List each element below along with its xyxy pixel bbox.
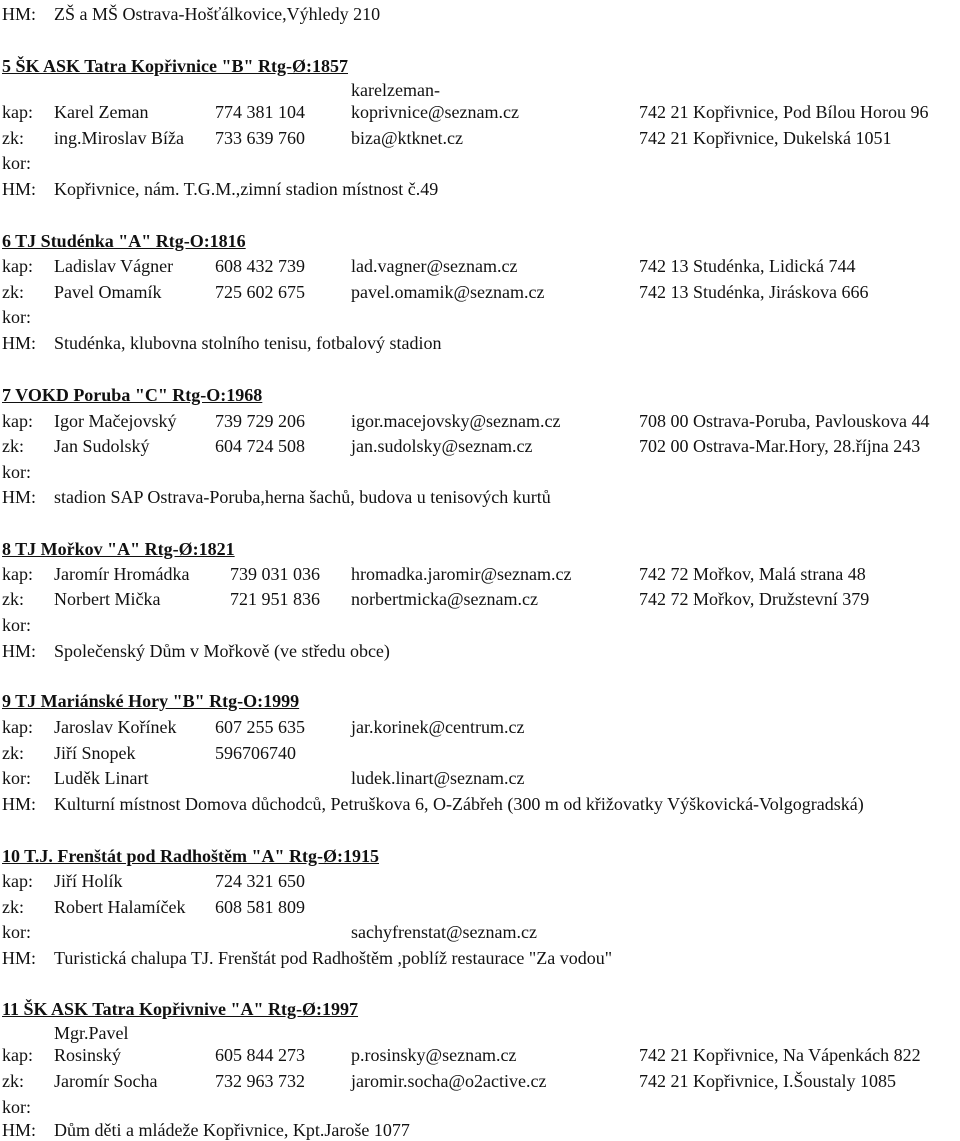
- row-label: kap:: [2, 411, 33, 431]
- contact-address: 742 72 Mořkov, Družstevní 379: [639, 589, 870, 609]
- contact-phone: 608 581 809: [215, 897, 305, 917]
- team-title: 5 ŠK ASK Tatra Kopřivnice "B" Rtg-Ø:1857: [2, 56, 349, 76]
- row-label: zk:: [2, 1071, 24, 1091]
- contact-phone: 733 639 760: [215, 128, 305, 148]
- row-label: zk:: [2, 897, 24, 917]
- row-label: kor:: [2, 1097, 31, 1117]
- row-label: zk:: [2, 436, 24, 456]
- row-label: HM:: [2, 794, 37, 814]
- contact-address: 742 13 Studénka, Jiráskova 666: [639, 282, 869, 302]
- row-label: zk:: [2, 743, 24, 763]
- row-label: kap:: [2, 102, 33, 122]
- row-label: kap:: [2, 1045, 33, 1065]
- contact-name: Ladislav Vágner: [54, 256, 174, 276]
- contact-address: 742 21 Kopřivnice, Pod Bílou Horou 96: [639, 102, 929, 122]
- venue-text: stadion SAP Ostrava-Poruba,herna šachů, budova u tenisových kurtů: [54, 487, 551, 507]
- contact-email: lad.vagner@seznam.cz: [351, 256, 518, 276]
- team-title: 8 TJ Mořkov "A" Rtg-Ø:1821: [2, 539, 235, 559]
- contact-address: 742 21 Kopřivnice, Na Vápenkách 822: [639, 1045, 921, 1065]
- contact-address: 742 21 Kopřivnice, Dukelská 1051: [639, 128, 892, 148]
- row-label: HM:: [2, 641, 37, 661]
- row-label: kor:: [2, 922, 31, 942]
- row-label: kap:: [2, 717, 33, 737]
- row-label: HM:: [2, 948, 37, 968]
- contact-phone: 608 432 739: [215, 256, 305, 276]
- contact-email: jar.korinek@centrum.cz: [351, 717, 525, 737]
- contact-email: pavel.omamik@seznam.cz: [351, 282, 545, 302]
- contact-address: 742 13 Studénka, Lidická 744: [639, 256, 856, 276]
- contact-name: Jaromír Socha: [54, 1071, 158, 1091]
- row-label: kap:: [2, 871, 33, 891]
- contact-phone: 739 729 206: [215, 411, 305, 431]
- contact-phone: 607 255 635: [215, 717, 305, 737]
- row-label: kor:: [2, 462, 31, 482]
- contact-email: hromadka.jaromir@seznam.cz: [351, 564, 572, 584]
- team-title: 6 TJ Studénka "A" Rtg-O:1816: [2, 231, 246, 251]
- contact-email: koprivnice@seznam.cz: [351, 102, 520, 122]
- venue-text: Turistická chalupa TJ. Frenštát pod Radhoštěm ,poblíž restaurace "Za vodou": [54, 948, 613, 968]
- contact-name: Rosinský: [54, 1045, 122, 1065]
- row-label: zk:: [2, 128, 24, 148]
- row-label: HM:: [2, 1120, 37, 1140]
- team-title: 11 ŠK ASK Tatra Kopřivnive "A" Rtg-Ø:1997: [2, 999, 359, 1019]
- venue-text: Společenský Dům v Mořkově (ve středu obce): [54, 641, 390, 661]
- contact-name: Jan Sudolský: [54, 436, 150, 456]
- team-title: 7 VOKD Poruba "C" Rtg-O:1968: [2, 385, 263, 405]
- contact-phone: 774 381 104: [215, 102, 305, 122]
- contact-phone: 725 602 675: [215, 282, 305, 302]
- contact-email: norbertmicka@seznam.cz: [351, 589, 538, 609]
- contact-name: Jiří Holík: [54, 871, 123, 891]
- contact-email: ludek.linart@seznam.cz: [351, 768, 525, 788]
- contact-name: Igor Mačejovský: [54, 411, 177, 431]
- row-label: HM:: [2, 333, 37, 353]
- email-prefix: karelzeman-: [351, 80, 440, 100]
- contact-email: jan.sudolsky@seznam.cz: [351, 436, 533, 456]
- venue-text: Kulturní místnost Domova důchodců, Petruškova 6, O-Zábřeh (300 m od křižovatky Výškovická-Volgogradská): [54, 794, 864, 814]
- contact-name: Jiří Snopek: [54, 743, 136, 763]
- contact-name: Pavel Omamík: [54, 282, 162, 302]
- contact-email: igor.macejovsky@seznam.cz: [351, 411, 561, 431]
- contact-address: 742 72 Mořkov, Malá strana 48: [639, 564, 866, 584]
- row-label: kor:: [2, 615, 31, 635]
- contact-name: ing.Miroslav Bíža: [54, 128, 184, 148]
- contact-name: Karel Zeman: [54, 102, 149, 122]
- row-label: kor:: [2, 153, 31, 173]
- name-prefix: Mgr.Pavel: [54, 1023, 129, 1043]
- contact-email: biza@ktknet.cz: [351, 128, 464, 148]
- contact-phone: 724 321 650: [215, 871, 305, 891]
- contact-phone: 739 031 036: [230, 564, 320, 584]
- row-label: HM:: [2, 487, 37, 507]
- team-title: 9 TJ Mariánské Hory "B" Rtg-O:1999: [2, 691, 300, 711]
- row-label: HM:: [2, 179, 37, 199]
- contact-phone: 596706740: [215, 743, 296, 763]
- row-label: kap:: [2, 564, 33, 584]
- row-label: zk:: [2, 282, 24, 302]
- contact-address: 708 00 Ostrava-Poruba, Pavlouskova 44: [639, 411, 930, 431]
- team-title: 10 T.J. Frenštát pod Radhoštěm "A" Rtg-Ø:1915: [2, 846, 379, 866]
- contact-name: Robert Halamíček: [54, 897, 186, 917]
- row-label: kap:: [2, 256, 33, 276]
- contact-name: Jaromír Hromádka: [54, 564, 190, 584]
- venue-text: Dům děti a mládeže Kopřivnice, Kpt.Jaroše 1077: [54, 1120, 410, 1140]
- contact-email: p.rosinsky@seznam.cz: [351, 1045, 517, 1065]
- contact-phone: 721 951 836: [230, 589, 320, 609]
- contact-address: 702 00 Ostrava-Mar.Hory, 28.října 243: [639, 436, 921, 456]
- contact-phone: 732 963 732: [215, 1071, 305, 1091]
- contact-name: Norbert Mička: [54, 589, 161, 609]
- contact-phone: 605 844 273: [215, 1045, 305, 1065]
- venue-text: Studénka, klubovna stolního tenisu, fotbalový stadion: [54, 333, 442, 353]
- contact-name: Luděk Linart: [54, 768, 149, 788]
- contact-address: 742 21 Kopřivnice, I.Šoustaly 1085: [639, 1071, 896, 1091]
- contact-email: jaromir.socha@o2active.cz: [351, 1071, 547, 1091]
- header-hm-text: ZŠ a MŠ Ostrava-Hošťálkovice,Výhledy 210: [54, 4, 381, 24]
- header-hm-label: HM:: [2, 4, 37, 24]
- contact-phone: 604 724 508: [215, 436, 305, 456]
- row-label: zk:: [2, 589, 24, 609]
- venue-text: Kopřivnice, nám. T.G.M.,zimní stadion místnost č.49: [54, 179, 439, 199]
- row-label: kor:: [2, 307, 31, 327]
- contact-name: Jaroslav Kořínek: [54, 717, 177, 737]
- contact-email: sachyfrenstat@seznam.cz: [351, 922, 537, 942]
- row-label: kor:: [2, 768, 31, 788]
